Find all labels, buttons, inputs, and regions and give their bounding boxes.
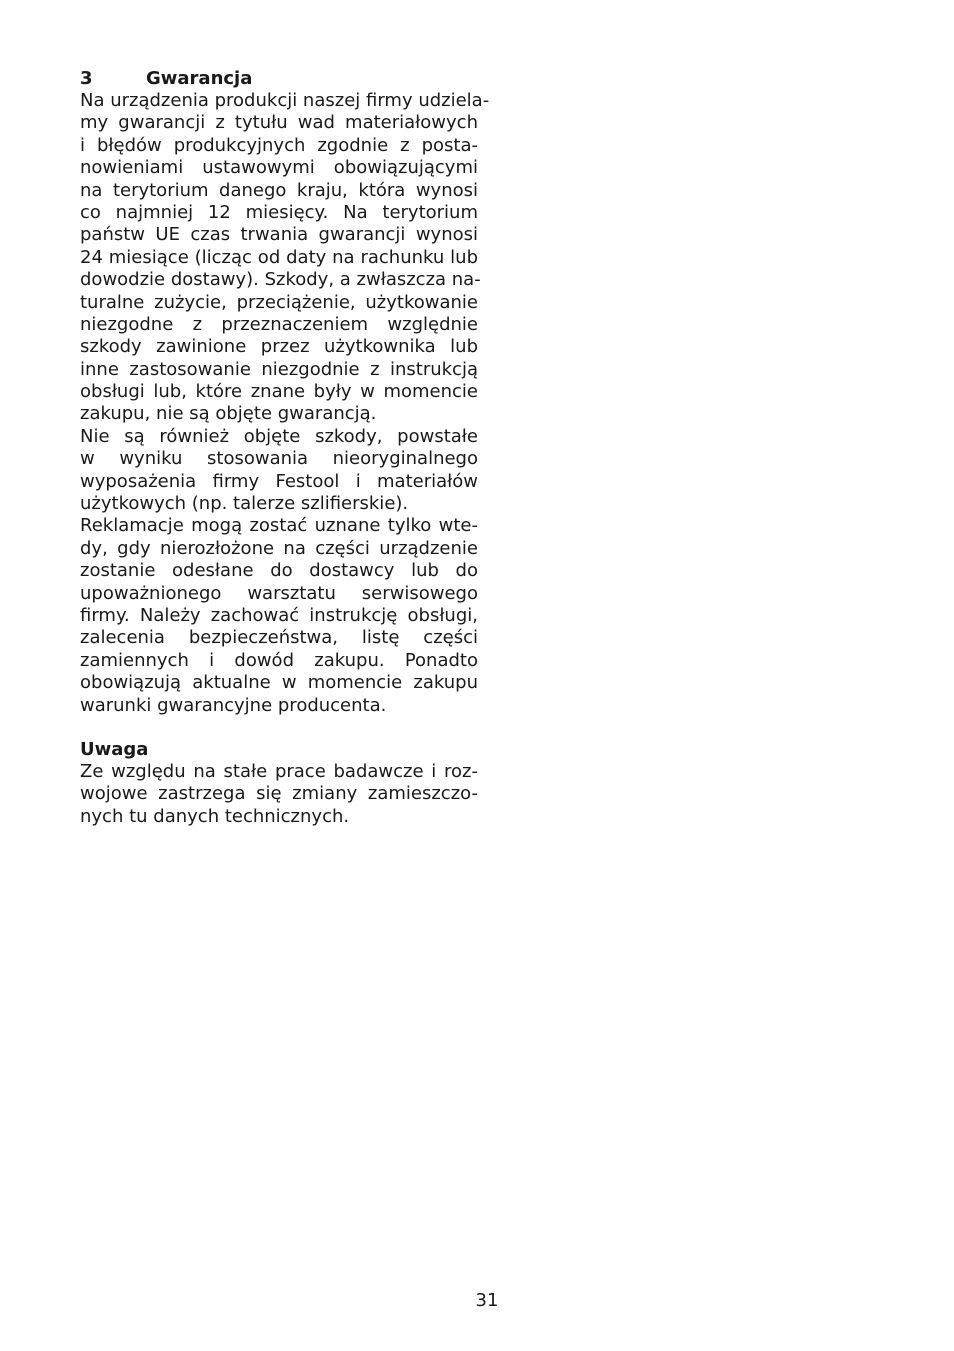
text-line: niezgodne z przeznaczeniem względnie <box>80 313 478 335</box>
text-line: użytkowych (np. talerze szlifierskie). <box>80 493 409 515</box>
text-line: w wyniku stosowania nieoryginalnego <box>80 448 478 470</box>
text-line: nych tu danych technicznych. <box>80 805 350 827</box>
text-line: wojowe zastrzega się zmiany zamieszczo- <box>80 783 478 805</box>
text-line: 24 miesiące (licząc od daty na rachunku lub <box>80 246 478 268</box>
text-line: firmy. Należy zachować instrukcję obsługi, <box>80 604 478 626</box>
text-line: nowieniami ustawowymi obowiązującymi <box>80 157 478 179</box>
text-line: inne zastosowanie niezgodnie z instrukcją <box>80 358 478 380</box>
note-paragraph <box>80 761 478 828</box>
section-title: Gwarancja <box>146 68 253 89</box>
text-line: Ze względu na stałe prace badawcze i roz- <box>80 760 478 782</box>
text-line: na terytorium danego kraju, która wynosi <box>80 179 478 201</box>
text-line: Na urządzenia produkcji naszej firmy udziela- <box>80 90 490 111</box>
text-line: dowodzie dostawy). Szkody, a zwłaszcza na- <box>80 269 481 291</box>
text-line: państw UE czas trwania gwarancji wynosi <box>80 224 478 246</box>
text-line: dy, gdy nierozłożone na części urządzenie <box>80 537 478 559</box>
warranty-heading <box>80 68 478 90</box>
text-line: zakupu, nie są objęte gwarancją. <box>80 403 377 425</box>
page-number: 31 <box>475 1290 499 1311</box>
text-line: szkody zawinione przez użytkownika lub <box>80 336 478 358</box>
page-content <box>80 68 490 828</box>
text-line: zalecenia bezpieczeństwa, listę części <box>80 627 478 649</box>
text-line: Reklamacje mogą zostać uznane tylko wte- <box>80 515 478 537</box>
section-number: 3 <box>80 68 93 89</box>
text-line: warunki gwarancyjne producenta. <box>80 694 387 716</box>
text-line: i błędów produkcyjnych zgodnie z posta- <box>80 134 478 156</box>
text-line: upoważnionego warsztatu serwisowego <box>80 582 478 604</box>
warranty-paragraph-1 <box>80 90 490 426</box>
text-line: turalne zużycie, przeciążenie, użytkowanie <box>80 291 478 313</box>
warranty-paragraph-3 <box>80 515 478 717</box>
text-line: zostanie odesłane do dostawcy lub do <box>80 560 478 582</box>
warranty-paragraph-2 <box>80 426 478 516</box>
text-line: obsługi lub, które znane były w momencie <box>80 381 478 403</box>
section-spacer <box>80 717 478 739</box>
text-line: Nie są również objęte szkody, powstałe <box>80 425 478 447</box>
text-line: wyposażenia firmy Festool i materiałów <box>80 470 478 492</box>
note-heading: Uwaga <box>80 738 149 760</box>
text-line: obowiązują aktualne w momencie zakupu <box>80 672 478 694</box>
text-line: co najmniej 12 miesięcy. Na terytorium <box>80 201 478 223</box>
text-line: my gwarancji z tytułu wad materiałowych <box>80 112 478 134</box>
text-line: zamiennych i dowód zakupu. Ponadto <box>80 649 478 671</box>
